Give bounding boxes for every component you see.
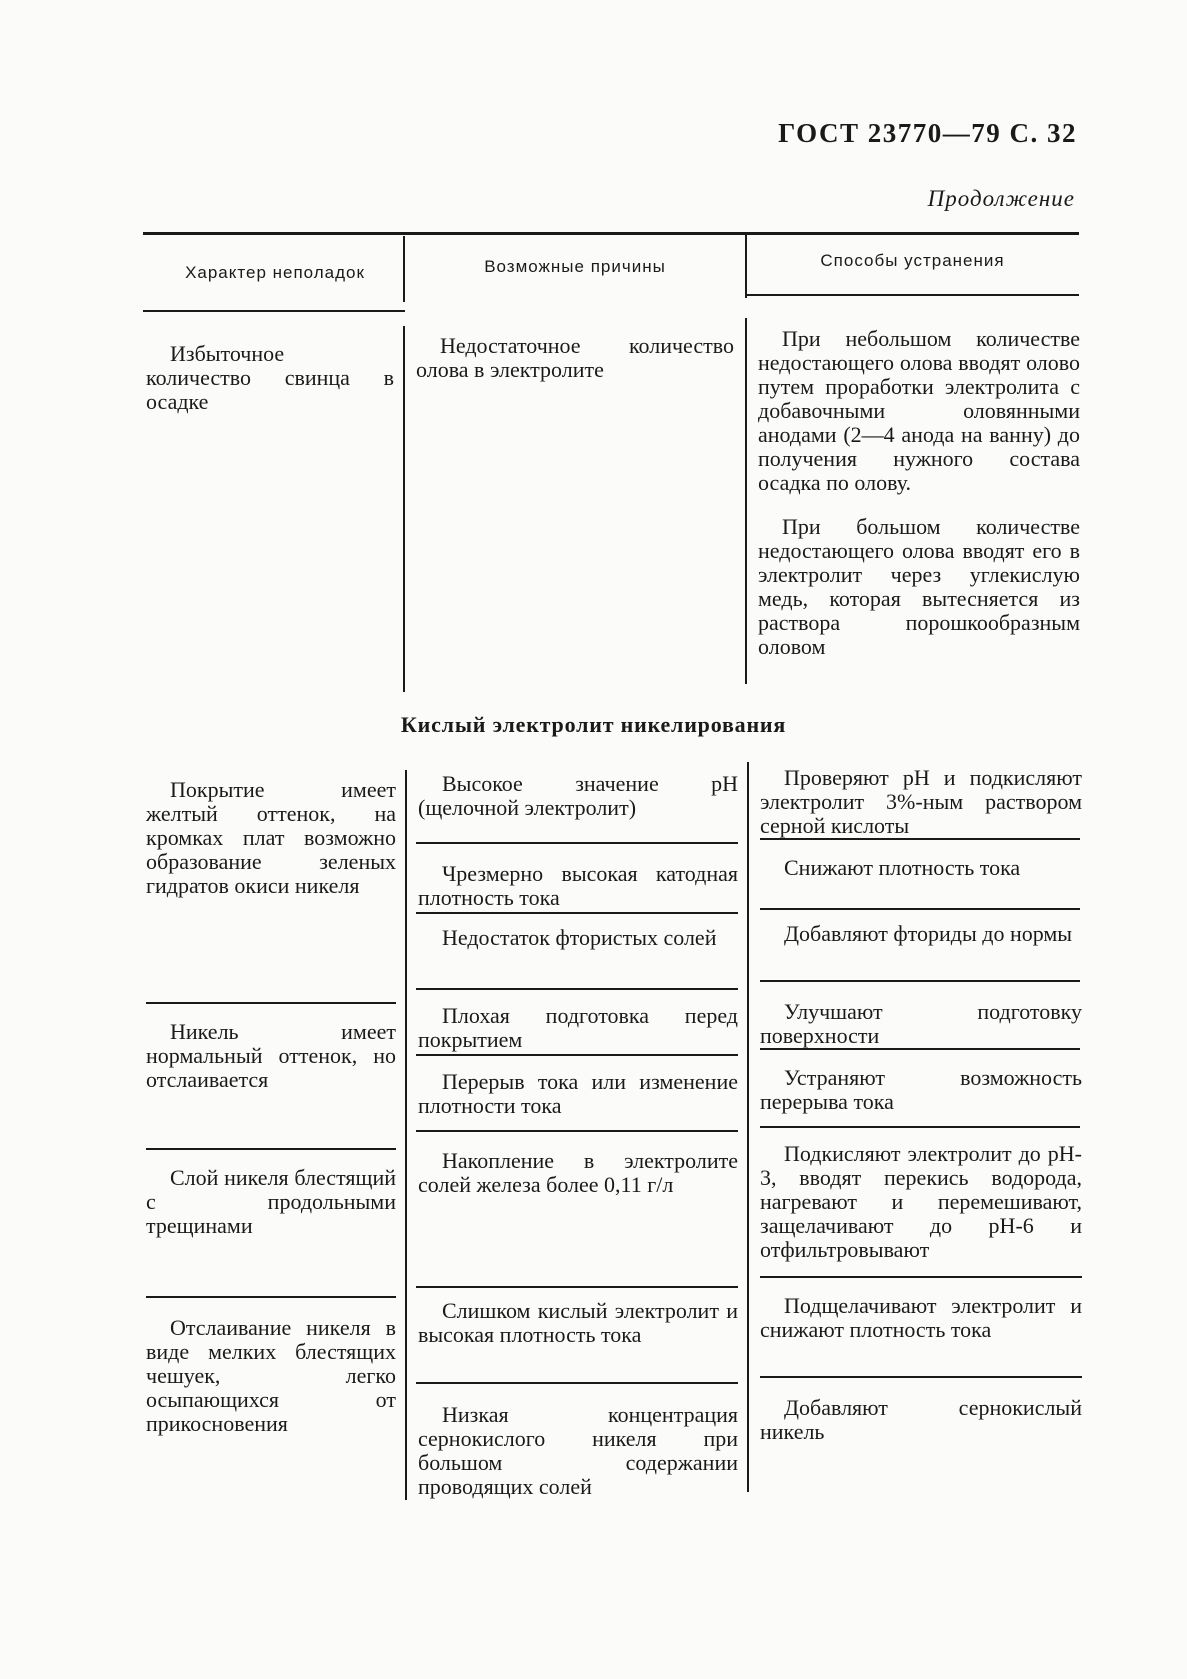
column-divider — [403, 326, 405, 692]
row-separator — [146, 1148, 396, 1150]
cause-text: Перерыв тока или изменение плотности тока — [418, 1069, 738, 1118]
row-separator — [416, 1054, 738, 1056]
row-separator — [760, 838, 1080, 840]
row-separator — [416, 988, 738, 990]
remedy-cell — [760, 1142, 1082, 1262]
defect-text: Покрытие имеет желтый оттенок, на кромках плат возможно образование зеленых гидратов окиси никеля — [146, 777, 396, 898]
remedy-text: Проверяют pH и подкисляют электролит 3%-ным раствором серной кислоты — [760, 765, 1082, 838]
cause-cell — [416, 334, 734, 382]
cause-cell — [418, 1403, 738, 1499]
cause-text: Недостаток фтористых солей — [442, 925, 717, 950]
remedy-text: Улучшают подготовку поверхности — [760, 999, 1082, 1048]
header-bottom-rule — [745, 294, 1079, 296]
remedy-cell — [760, 1066, 1082, 1114]
remedy-text: Снижают плотность тока — [784, 855, 1021, 880]
cause-cell — [418, 862, 738, 910]
defect-cell — [146, 778, 396, 898]
defect-cell — [146, 342, 394, 414]
cause-cell — [418, 926, 738, 950]
defect-text: Слой никеля блестящий с продольными трещинами — [146, 1165, 396, 1238]
remedy-cell — [760, 766, 1082, 838]
cause-text: Слишком кислый электролит и высокая плотность тока — [418, 1298, 738, 1347]
column-header-remedy: Способы устранения — [820, 251, 1005, 270]
cause-text: Чрезмерно высокая катодная плотность тока — [418, 861, 738, 910]
remedy-cell — [760, 1294, 1082, 1342]
remedy-cell — [760, 922, 1082, 946]
row-separator — [760, 980, 1080, 982]
defect-cell — [146, 1316, 396, 1436]
remedy-text: Подщелачивают электролит и снижают плотность тока — [760, 1293, 1082, 1342]
column-divider — [747, 762, 749, 1492]
header-divider — [403, 236, 405, 302]
defect-text: Никель имеет нормальный оттенок, но отслаивается — [146, 1019, 396, 1092]
row-separator — [760, 1048, 1080, 1050]
row-separator — [760, 1126, 1080, 1128]
row-separator — [416, 1382, 738, 1384]
cause-text: Недостаточное количество олова в электролите — [416, 333, 734, 382]
cause-text: Плохая подготовка перед покрытием — [418, 1003, 738, 1052]
row-separator — [760, 1376, 1082, 1378]
cause-cell — [418, 1004, 738, 1052]
defect-text: Отслаивание никеля в виде мелких блестящих чешуек, легко осыпающихся от прикосновения — [146, 1315, 396, 1436]
remedy-cell — [758, 327, 1080, 659]
cause-cell — [418, 1149, 738, 1197]
row-separator — [416, 912, 738, 914]
row-separator — [416, 1286, 738, 1288]
row-separator — [146, 1002, 396, 1004]
column-header-cause: Возможные причины — [484, 257, 666, 276]
remedy-cell — [760, 1000, 1082, 1048]
defect-cell — [146, 1166, 396, 1238]
row-separator — [416, 1130, 738, 1132]
remedy-text: При небольшом количестве недостающего олова вводят олово путем проработки электролита с добавочными оловянными анодами (2—4 анода на ванну) до получения нужного состава осадка по олову. — [758, 326, 1080, 495]
cause-text: Накопление в электролите солей железа более 0,11 г/л — [418, 1148, 738, 1197]
continuation-label: Продолжение — [927, 186, 1075, 211]
cause-cell — [418, 1299, 738, 1347]
remedy-text: Добавляют фториды до нормы — [784, 921, 1073, 946]
row-separator — [760, 908, 1080, 910]
column-divider — [405, 770, 407, 1500]
section-title: Кислый электролит никелирования — [400, 712, 787, 737]
row-separator — [146, 1296, 396, 1298]
cause-text: Низкая концентрация сернокислого никеля при большом содержании проводящих солей — [418, 1402, 738, 1499]
cause-cell — [418, 1070, 738, 1118]
cause-cell — [418, 772, 738, 820]
page-header: ГОСТ 23770—79 С. 32 — [778, 118, 1077, 148]
cause-text: Высокое значение pH (щелочной электролит) — [418, 771, 738, 820]
table-top-rule — [143, 232, 1079, 235]
header-bottom-rule — [143, 310, 405, 312]
column-divider — [745, 318, 747, 684]
row-separator — [416, 842, 738, 844]
remedy-cell — [760, 856, 1082, 880]
remedy-text: Подкисляют электролит до pH-3, вводят перекись водорода, нагревают и перемешивают, защелачивают до pH-6 и отфильтровывают — [760, 1141, 1082, 1262]
row-separator — [760, 1276, 1082, 1278]
remedy-cell — [760, 1396, 1082, 1444]
column-header-defect: Характер неполадок — [185, 263, 365, 282]
header-divider — [745, 232, 747, 298]
defect-text: Избыточное количество свинца в осадке — [146, 341, 394, 414]
remedy-text: Добавляют сернокислый никель — [760, 1395, 1082, 1444]
defect-cell — [146, 1020, 396, 1092]
remedy-text: Устраняют возможность перерыва тока — [760, 1065, 1082, 1114]
remedy-text: При большом количестве недостающего олова вводят его в электролит через углекислую медь, которая вытесняется из раствора порошкообразным оловом — [758, 514, 1080, 659]
